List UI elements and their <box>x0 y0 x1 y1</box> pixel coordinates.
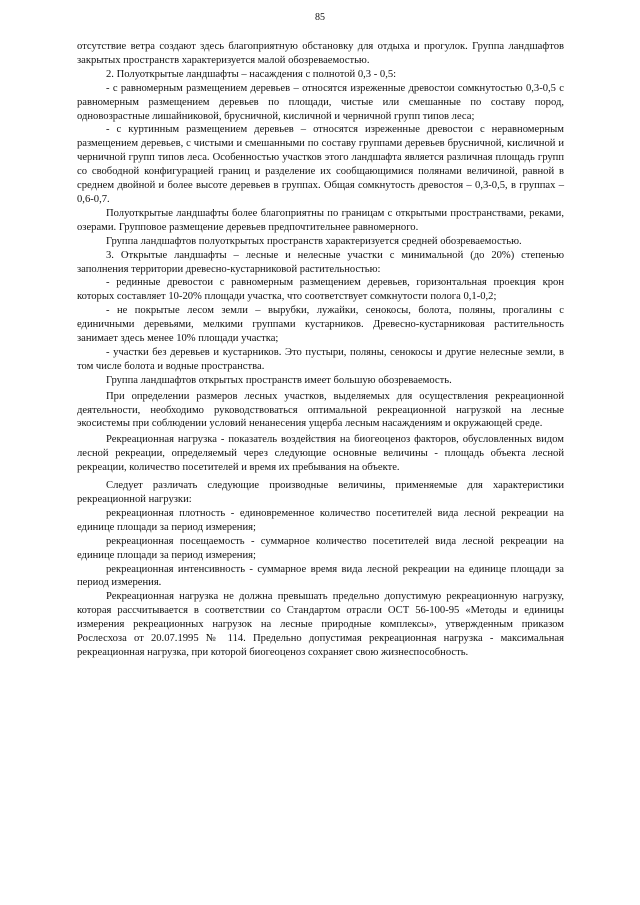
paragraph-14: Следует различать следующие производные величины, применяемые для характеристики рекреационной нагрузки: <box>77 480 564 505</box>
paragraph-16: рекреационная посещаемость - суммарное количество посетителей вида лесной рекреации на единице площади за период измерения; <box>77 535 564 561</box>
paragraph-2: 2. Полуоткрытые ландшафты – насаждения с полнотой 0,3 - 0,5: <box>106 68 397 80</box>
paragraph-7: 3. Открытые ландшафты – лесные и нелесные участки с минимальной (до 20%) степенью заполнения территории древесно-кустарниковой растительностью: <box>77 249 564 275</box>
paragraph-11: Группа ландшафтов открытых пространств имеет большую обозреваемость. <box>106 374 452 386</box>
paragraph-6: Группа ландшафтов полуоткрытых пространств характеризуется средней обозреваемостью. <box>106 235 522 247</box>
paragraph-17: рекреационная интенсивность - суммарное время вида лесной рекреации на единице площади за период измерения. <box>77 563 564 589</box>
paragraph-13: Рекреационная нагрузка - показатель воздействия на биогеоценоз факторов, обусловленных видом лесной рекреации, определяемый через следующие основные величины - площадь объекта лесной рекреации, количество посетителей и время их пребывания на объекте. <box>77 434 564 474</box>
paragraph-18: Рекреационная нагрузка не должна превышать предельно допустимую рекреационную нагрузку, которая рассчитывается в соответствии со Стандартом отрасли ОСТ 56-100-95 «Методы и единицы измерения рекреационных нагрузок на лесные природные комплексы», утвержденным приказом Рослесхоза от 20.07.1995 № 114. Предельно допустимая рекреационная нагрузка - максимальная рекреационная нагрузка, при которой биогеоценоз сохраняет свою жизнеспособность. <box>77 591 564 658</box>
paragraph-3: - с равномерным размещением деревьев – относятся изреженные древостои сомкнутостью 0,3-0,5 с равномерным размещением деревьев по площади, чистые или смешанные по составу пород, одновозрастные лишайниковой, брусничной, кисличной и черничной групп типов леса; <box>77 82 564 122</box>
page-number: 85 <box>315 12 325 23</box>
paragraph-12: При определении размеров лесных участков, выделяемых для осуществления рекреационной деятельности, необходимо руководствоваться оптимальной рекреационной нагрузкой на лесные экосистемы при соблюдении условий ненанесения ущерба лесным насаждениям и окружающей среде. <box>77 390 564 430</box>
paragraph-1: отсутствие ветра создают здесь благоприятную обстановку для отдыха и прогулок. Группа ландшафтов закрытых пространств характеризуется малой обозреваемостью. <box>77 41 564 66</box>
paragraph-5: Полуоткрытые ландшафты более благоприятны по границам с открытыми пространствами, реками, озерами. Групповое размещение деревьев предпочтительнее равномерного. <box>77 207 564 233</box>
paragraph-4: - с куртинным размещением деревьев – относятся изреженные древостои с неравномерным размещением деревьев, с чистыми и смешанными по составу группами деревьев брусничной, кисличной и черничной групп типов леса. Особенностью участков этого ландшафта является различная площадь групп со свободной конфигурацией границ и разделение их сообщающимися полянами величиной, равной в среднем двойной и более высоте деревьев в группах. Общая сомкнутость древостоя – 0,3-0,5, в группах – 0,6-0,7. <box>77 124 564 205</box>
paragraph-8: - рединные древостои с равномерным размещением деревьев, горизонтальная проекция крон которых составляет 10-20% площади участка, что соответствует сомкнутости полога 0,1-0,2; <box>77 277 564 303</box>
paragraph-10: - участки без деревьев и кустарников. Это пустыри, поляны, сенокосы и другие нелесные земли, в том числе болота и водные пространства. <box>77 346 564 372</box>
body-text <box>77 40 564 660</box>
paragraph-9: - не покрытые лесом земли – вырубки, лужайки, сенокосы, болота, поляны, прогалины с единичными деревьями, мелкими группами кустарников. Древесно-кустарниковая растительность занимает здесь менее 10% площади участка; <box>77 305 564 345</box>
paragraph-15: рекреационная плотность - единовременное количество посетителей вида лесной рекреации на единице площади за период измерения; <box>77 507 564 533</box>
